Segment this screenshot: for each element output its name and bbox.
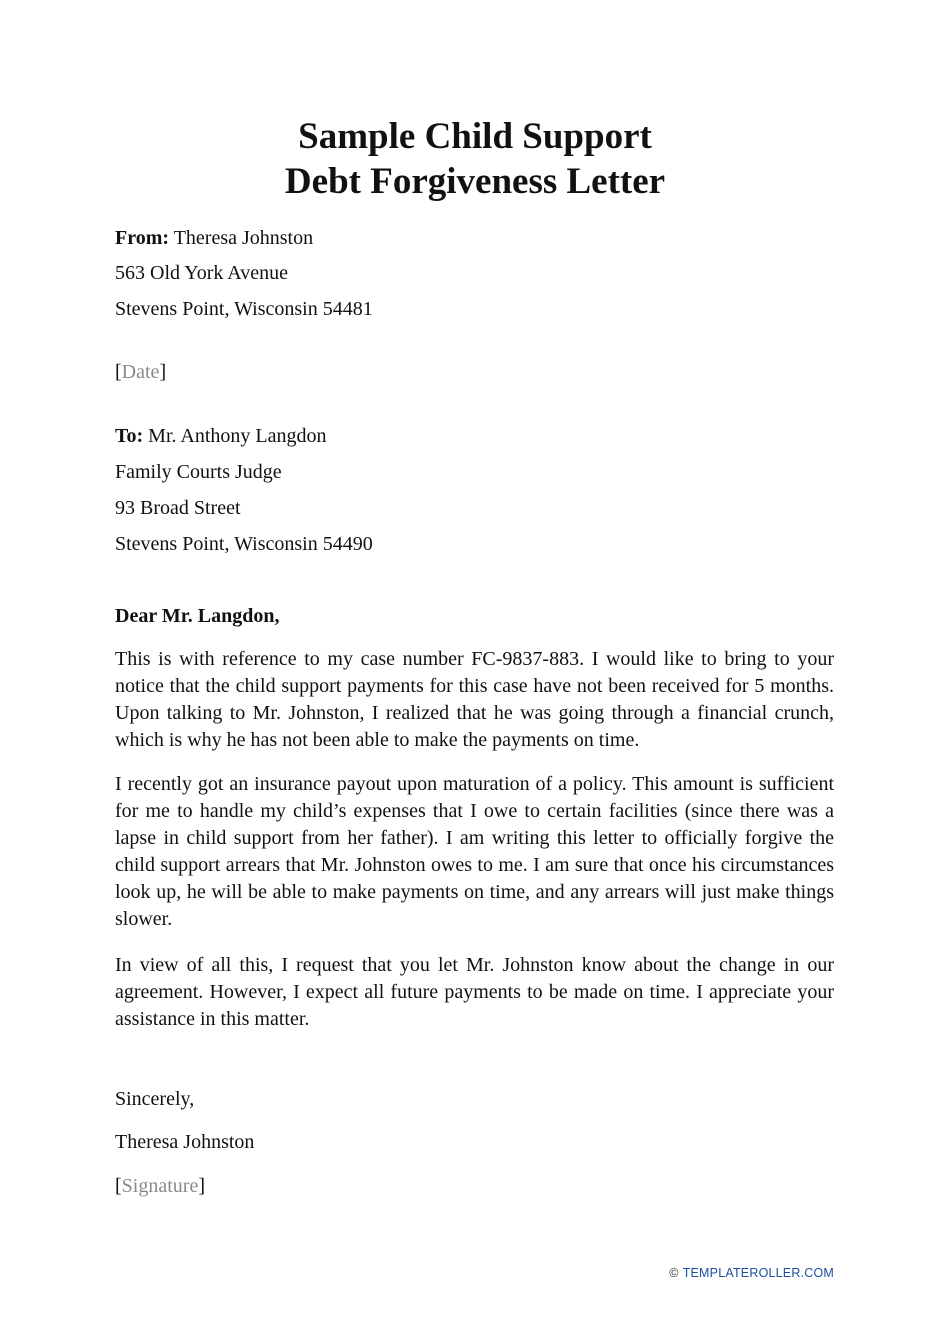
footer-site-link[interactable]: TEMPLATEROLLER.COM: [682, 1266, 834, 1280]
recipient-street: 93 Broad Street: [115, 497, 241, 519]
sender-name: Theresa Johnston: [173, 227, 314, 249]
title-line-2: Debt Forgiveness Letter: [284, 161, 666, 202]
date-placeholder-text: Date: [121, 361, 160, 383]
sender-street: 563 Old York Avenue: [115, 262, 288, 284]
body-paragraph-1: This is with reference to my case number FC-9837-883. I would like to bring to your notice that the child support payments for this case have not been received for 5 months. Upon talking to Mr. Johnston, I realized that he was going through a financial crunch, which is why he has not been able to make the payments on time.: [115, 648, 834, 751]
recipient-name: Mr. Anthony Langdon: [148, 425, 327, 447]
valediction: Sincerely,: [115, 1088, 195, 1110]
copyright-symbol: ©: [669, 1266, 679, 1280]
body-paragraph-3: In view of all this, I request that you let Mr. Johnston know about the change in our agreement. However, I expect all future payments to be made on time. I appreciate your assistance in this matter.: [115, 954, 834, 1030]
salutation: Dear Mr. Langdon,: [115, 605, 280, 627]
recipient-name-line: [115, 424, 327, 448]
sender-name-line: [115, 226, 313, 250]
date-close-bracket: ]: [159, 361, 167, 383]
signature-placeholder: [115, 1174, 205, 1198]
date-open-bracket: [: [115, 361, 122, 383]
signature-open-bracket: [: [115, 1175, 122, 1197]
date-placeholder: [115, 360, 166, 384]
recipient-title: Family Courts Judge: [115, 461, 282, 483]
signature-placeholder-text: Signature: [121, 1175, 199, 1197]
closing-name: Theresa Johnston: [115, 1131, 255, 1153]
sender-city: Stevens Point, Wisconsin 54481: [115, 298, 373, 320]
body-paragraph-2: I recently got an insurance payout upon maturation of a policy. This amount is sufficient for me to handle my child’s expenses that I owe to certain facilities (since there was a lapse in child support from her father). I am writing this letter to officially forgive the child support arrears that Mr. Johnston owes to me. I am sure that once his circumstances look up, he will be able to make payments on time, and any arrears will just make things slower.: [115, 773, 834, 930]
title-line-1: Sample Child Support: [298, 116, 652, 157]
signature-close-bracket: ]: [198, 1175, 205, 1197]
footer-credit: [669, 1266, 834, 1280]
recipient-label: To:: [115, 425, 144, 447]
letter-title: [0, 114, 950, 204]
sender-label: From:: [115, 227, 170, 249]
recipient-city: Stevens Point, Wisconsin 54490: [115, 533, 373, 555]
